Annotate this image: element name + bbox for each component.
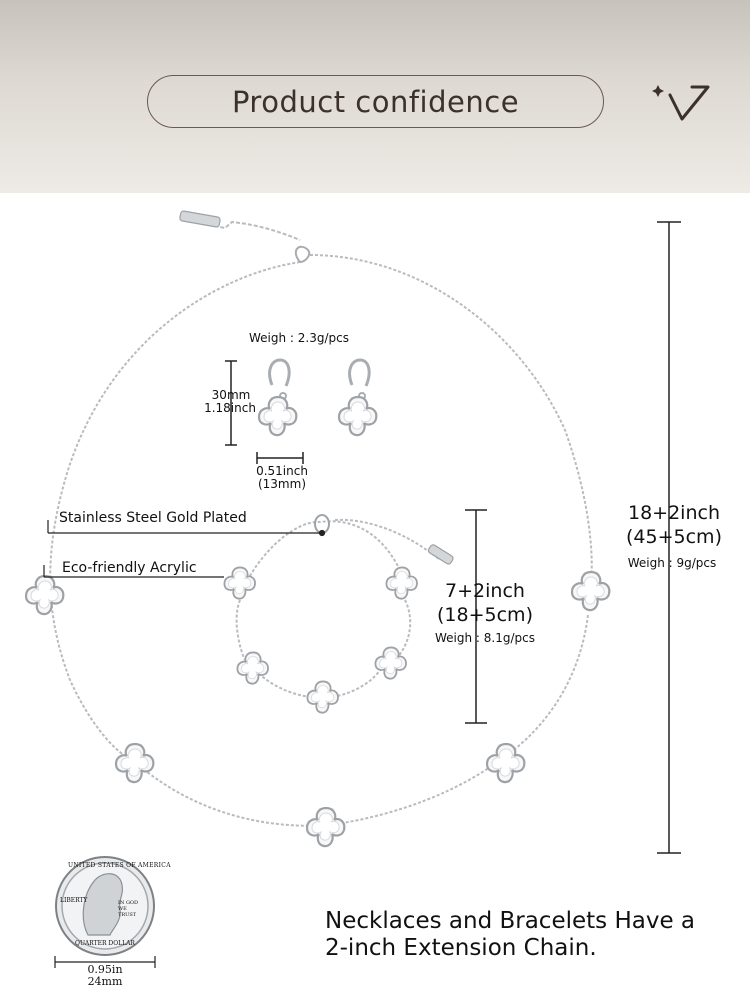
- coin-size-mm: 24mm: [87, 975, 123, 988]
- footer-line-1: Necklaces and Bracelets Have a: [325, 908, 696, 934]
- earring-left: [259, 360, 296, 435]
- earring-weight: Weigh : 2.3g/pcs: [249, 331, 349, 345]
- bracelet-length-cm: (18+5cm): [437, 604, 533, 626]
- bracelet-flower: [375, 647, 406, 678]
- necklace-flower: [487, 744, 524, 782]
- earring-width-mm: (13mm): [257, 477, 306, 491]
- coin-word: LIBERTY: [60, 897, 88, 904]
- material-label-acrylic: Eco-friendly Acrylic: [62, 560, 197, 576]
- bracelet-flower: [224, 567, 255, 598]
- bracelet-chain: [237, 515, 455, 698]
- earring-right: [339, 360, 376, 435]
- bracelet-flower: [237, 652, 268, 683]
- footer-line-2: 2-inch Extension Chain.: [325, 935, 597, 961]
- necklace-weight: Weigh : 9g/pcs: [627, 556, 717, 570]
- bracelet-flower: [307, 681, 338, 712]
- earring-height-inch: 1.18inch: [204, 401, 256, 415]
- page-title: Product confidence: [231, 84, 520, 119]
- earring-height-mm: 30mm: [211, 388, 251, 402]
- necklace-flower: [116, 744, 153, 782]
- necklace-length-cm: (45+5cm): [626, 526, 722, 548]
- coin-text-bottom: QUARTER DOLLAR: [75, 940, 135, 947]
- bracelet-length: 7+2inch: [445, 580, 525, 602]
- necklace-flower: [572, 572, 609, 610]
- necklace-flower: [307, 808, 344, 846]
- necklace-length: 18+2inch: [628, 502, 720, 524]
- earring-width-inch: 0.51inch: [256, 464, 308, 478]
- coin-size-in: 0.95in: [87, 963, 123, 976]
- bracelet-flower: [386, 567, 417, 598]
- coin-motto: IN GOD WE TRUST: [118, 900, 139, 918]
- coin-text-top: UNITED STATES OF AMERICA: [68, 862, 171, 869]
- bracelet-weight: Weigh : 8.1g/pcs: [435, 631, 535, 645]
- material-label-steel: Stainless Steel Gold Plated: [59, 510, 247, 526]
- necklace-flower: [26, 576, 63, 614]
